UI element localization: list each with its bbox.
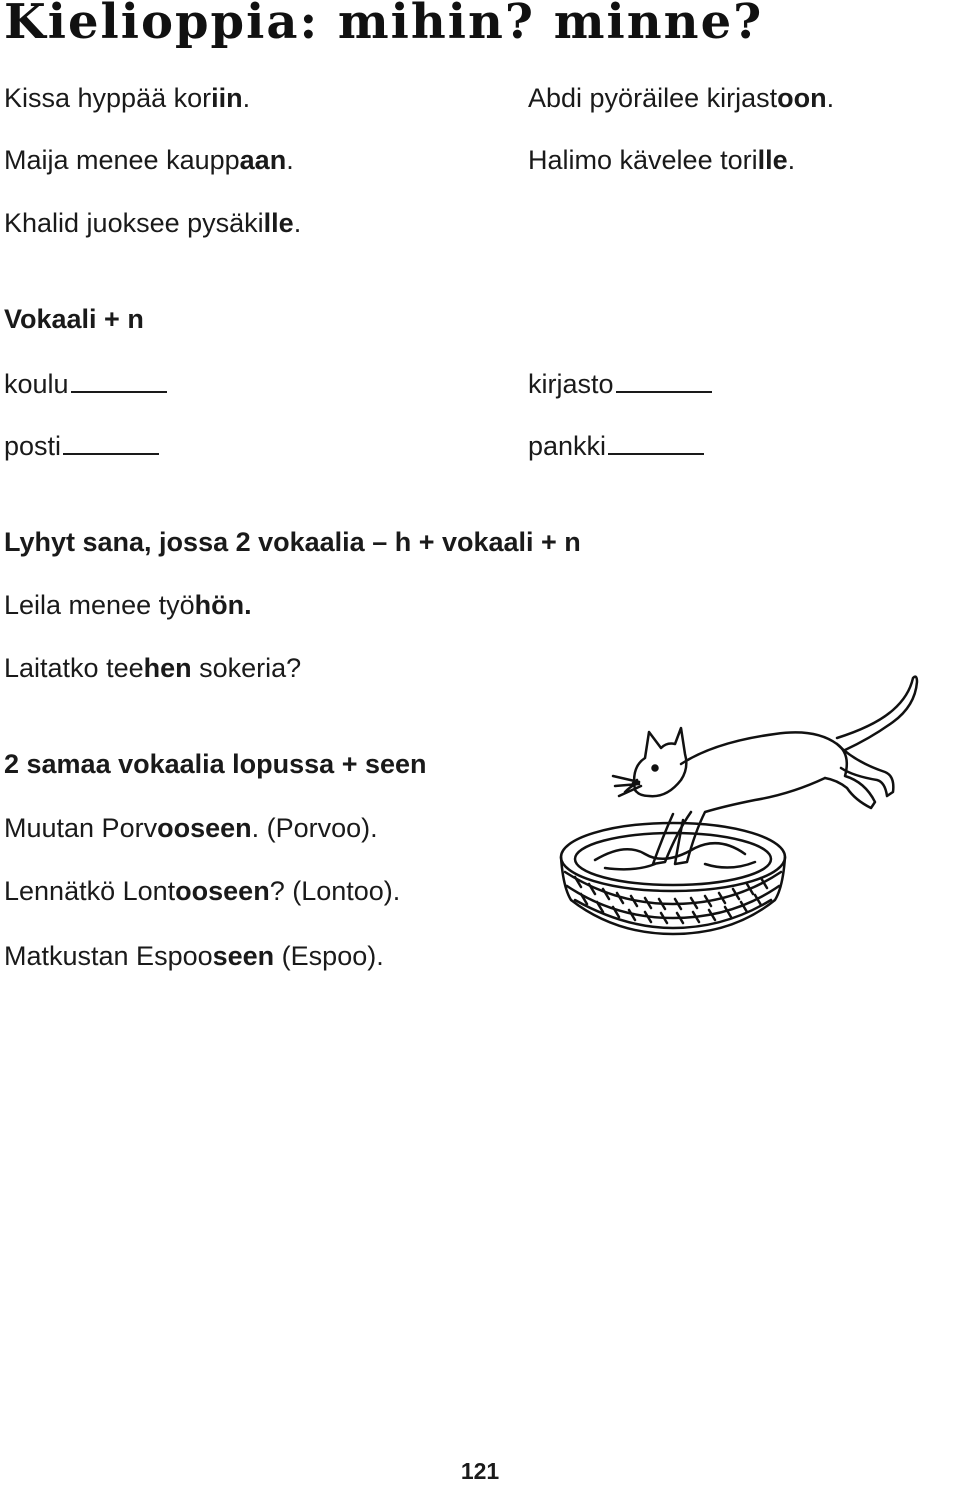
exercise-word: posti xyxy=(4,430,159,462)
basket-body xyxy=(561,857,785,934)
answer-blank[interactable] xyxy=(63,431,159,455)
example-sentence: Matkustan Espooseen (Espoo). xyxy=(4,941,384,971)
cat-tail xyxy=(837,677,917,750)
page-number: 121 xyxy=(460,1458,500,1484)
example-sentence: Khalid juoksee pysäkille. xyxy=(4,208,302,238)
section-heading-seen: 2 samaa vokaalia lopussa + seen xyxy=(4,749,427,779)
example-sentence: Maija menee kauppaan. xyxy=(4,145,294,175)
answer-blank[interactable] xyxy=(616,369,712,393)
page-title: Kielioppia: mihin? minne? xyxy=(4,0,764,50)
exercise-word: koulu xyxy=(4,368,167,400)
exercise-word: kirjasto xyxy=(528,368,712,400)
section-heading-vowel-n: Vokaali + n xyxy=(4,304,144,334)
cat-basket-illustration xyxy=(555,672,925,942)
example-sentence: Muutan Porvooseen. (Porvoo). xyxy=(4,813,378,843)
example-sentence: Lennätkö Lontooseen? (Lontoo). xyxy=(4,876,401,906)
example-sentence: Laitatko teehen sokeria? xyxy=(4,653,302,683)
answer-blank[interactable] xyxy=(71,369,167,393)
exercise-word: pankki xyxy=(528,430,704,462)
answer-blank[interactable] xyxy=(608,431,704,455)
example-sentence: Leila menee työhön. xyxy=(4,590,252,620)
section-heading-short-word: Lyhyt sana, jossa 2 vokaalia – h + vokaali + n xyxy=(4,527,581,557)
example-sentence: Kissa hyppää koriin. xyxy=(4,83,251,113)
example-sentence: Abdi pyöräilee kirjastoon. xyxy=(528,83,835,113)
example-sentence: Halimo kävelee torille. xyxy=(528,145,796,175)
